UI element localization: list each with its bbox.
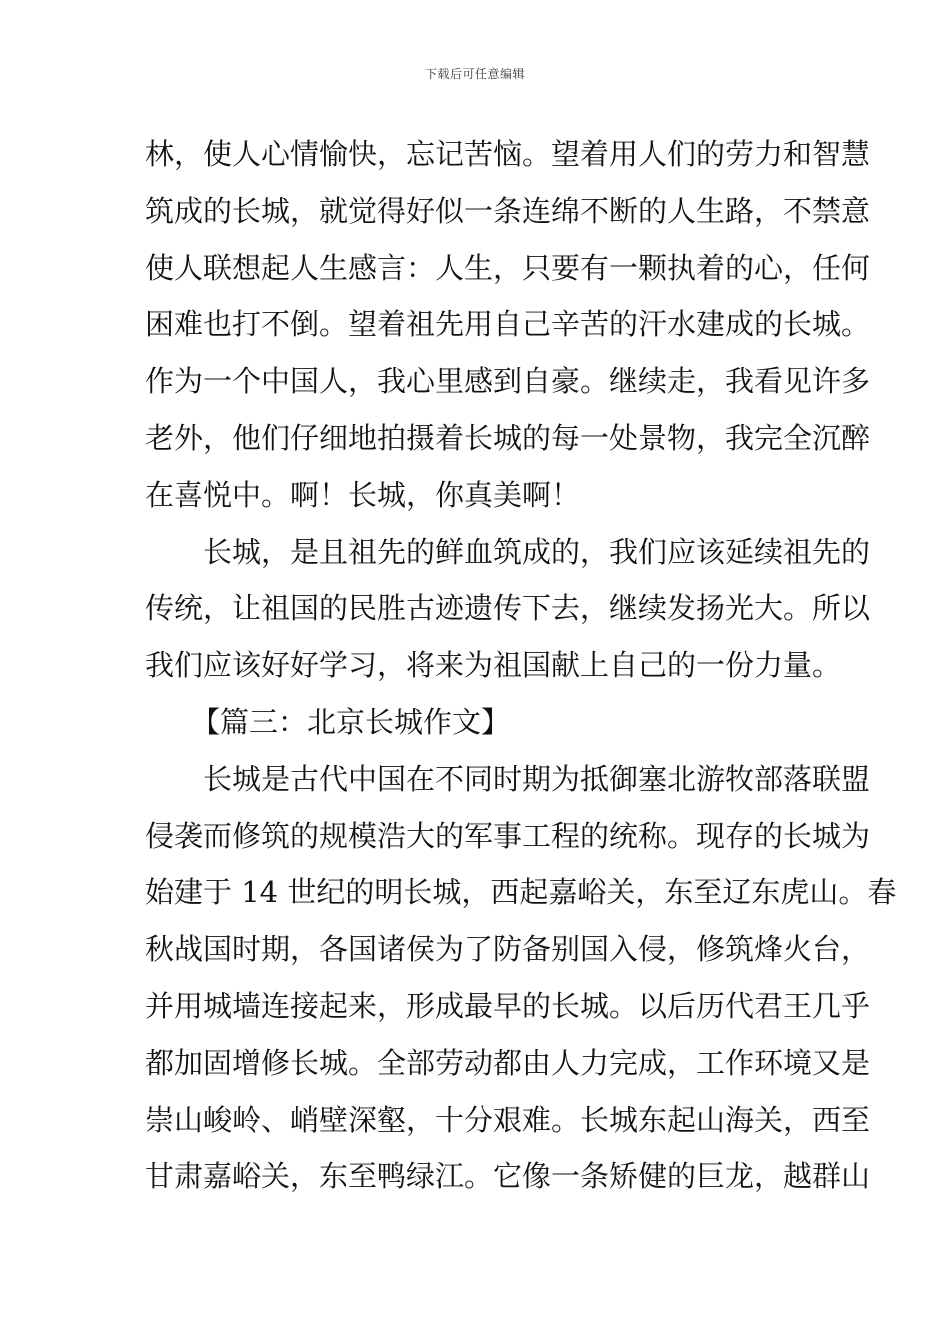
text-line: 甘肃嘉峪关，东至鸭绿江。它像一条矫健的巨龙，越群山 (145, 1159, 871, 1194)
text-line: 始建于 14 世纪的明长城，西起嘉峪关，东至辽东虎山。春 (145, 875, 897, 910)
text-line: 作为一个中国人，我心里感到自豪。继续走，我看见许多 (145, 364, 871, 399)
text-line: 传统，让祖国的民胜古迹遗传下去，继续发扬光大。所以 (145, 591, 871, 626)
text-line: 使人联想起人生感言：人生，只要有一颗执着的心，任何 (145, 250, 871, 285)
text-line: 侵袭而修筑的规模浩大的军事工程的统称。现存的长城为 (145, 818, 871, 853)
text-line-paragraph-start: 长城，是且祖先的鲜血筑成的，我们应该延续祖先的 (203, 534, 871, 569)
text-line: 崇山峻岭、峭壁深壑，十分艰难。长城东起山海关，西至 (145, 1102, 871, 1137)
text-line: 在喜悦中。啊！长城，你真美啊！ (145, 477, 581, 512)
text-line: 林，使人心情愉快，忘记苦恼。望着用人们的劳力和智慧 (145, 137, 871, 171)
section-heading: 【篇三：北京长城作文】 (191, 704, 511, 739)
text-line: 秋战国时期，各国诸侯为了防备别国入侵，修筑烽火台， (145, 932, 871, 967)
page-header: 下载后可任意编辑 (424, 67, 525, 81)
text-line: 困难也打不倒。望着祖先用自己辛苦的汗水建成的长城。 (145, 307, 871, 342)
document-body (145, 126, 897, 1205)
text-line: 都加固增修长城。全部劳动都由人力完成，工作环境又是 (145, 1045, 871, 1080)
text-line: 老外，他们仔细地拍摄着长城的每一处景物，我完全沉醉 (145, 420, 871, 455)
text-line: 筑成的长城，就觉得好似一条连绵不断的人生路，不禁意 (145, 193, 871, 228)
text-line-paragraph-start: 长城是古代中国在不同时期为抵御塞北游牧部落联盟 (203, 761, 871, 796)
text-line: 并用城墙连接起来，形成最早的长城。以后历代君王几乎 (145, 988, 871, 1023)
text-line: 我们应该好好学习，将来为祖国献上自己的一份力量。 (145, 648, 842, 683)
